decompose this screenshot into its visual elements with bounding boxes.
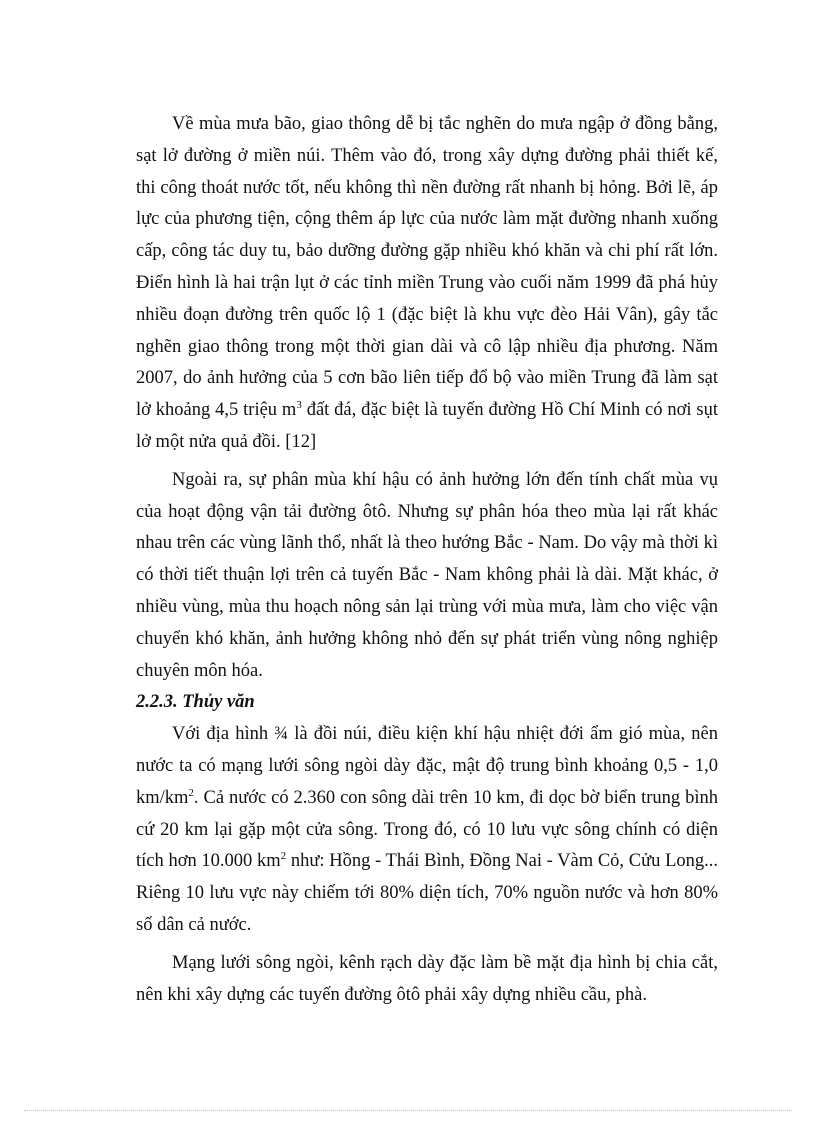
superscript: 2 — [280, 850, 287, 863]
paragraph-text: đất đá, đặc biệt là tuyến đường Hồ Chí Minh có nơi sụt lở một nửa quả đồi. [12] — [136, 400, 718, 452]
paragraph-text: Ngoài ra, sự phân mùa khí hậu có ảnh hưởng lớn đến tính chất mùa vụ của hoạt động vận tải đường ôtô. Nhưng sự phân hóa theo mùa lại rất khác nhau trên các vùng lãnh thổ, nhất là theo hướng Bắc - Nam. Do vậy mà thời kì có thời tiết thuận lợi trên cả tuyến Bắc - Nam không phải là dài. Mặt khác, ở nhiều vùng, mùa thu hoạch nông sản lại trùng với mùa mưa, làm cho việc vận chuyển khó khăn, ảnh hưởng không nhỏ đến sự phát triển vùng nông nghiệp chuyên môn hóa. — [136, 469, 718, 681]
paragraph-river-network — [136, 948, 718, 1012]
section-heading: 2.2.3. Thủy văn — [136, 692, 255, 713]
paragraph-text: Về mùa mưa bão, giao thông dễ bị tắc nghẽn do mưa ngập ở đồng bằng, sạt lở đường ở miền núi. Thêm vào đó, trong xây dựng đường phải thiết kế, thi công thoát nước tốt, nếu không thì nền đường rất nhanh bị hỏng. Bởi lẽ, áp lực của phương tiện, cộng thêm áp lực của nước làm mặt đường nhanh xuống cấp, công tác duy tu, bảo dưỡng đường gặp nhiều khó khăn và chi phí rất lớn. Điển hình là hai trận lụt ở các tỉnh miền Trung vào cuối năm 1999 đã phá hủy nhiều đoạn đường trên quốc lộ 1 (đặc biệt là khu vực đèo Hải Vân), gây tắc nghẽn giao thông trong một thời gian dài và cô lập nhiều địa phương. Năm 2007, do ảnh hưởng của 5 cơn bão liên tiếp đổ bộ vào miền Trung đã làm sạt lở khoảng 4,5 triệu m — [136, 114, 718, 421]
paragraph-text: Với địa hình ¾ là đồi núi, điều kiện khí hậu nhiệt đới ẩm gió mùa, nên nước ta có mạng lưới sông ngòi dày đặc, mật độ trung bình khoảng 0,5 - 1,0 km/km — [136, 724, 718, 808]
superscript: 2 — [188, 786, 194, 799]
paragraph-hydrology — [136, 719, 718, 942]
paragraph-seasonal-climate — [136, 465, 718, 688]
paragraph-text: như: Hồng - Thái Bình, Đồng Nai - Vàm Cỏ, Cửu Long... Riêng 10 lưu vực này chiếm tới 80% diện tích, 70% nguồn nước và hơn 80% số dân cả nước. — [136, 851, 718, 935]
paragraph-text: . Cả nước có 2.360 con sông dài trên 10 km, đi dọc bờ biển trung bình cứ 20 km lại gặp một cửa sông. Trong đó, có 10 lưu vực sông chính có diện tích hơn 10.000 km — [136, 787, 718, 872]
paragraph-flood-season — [136, 109, 718, 459]
superscript: 3 — [296, 399, 302, 412]
paragraph-text: Mạng lưới sông ngòi, kênh rạch dày đặc làm bề mặt địa hình bị chia cắt, nên khi xây dựng các tuyến đường ôtô phải xây dựng nhiều cầu, phà. — [136, 952, 718, 1005]
page-bottom-rule — [24, 1110, 792, 1111]
document-body — [136, 109, 718, 1011]
